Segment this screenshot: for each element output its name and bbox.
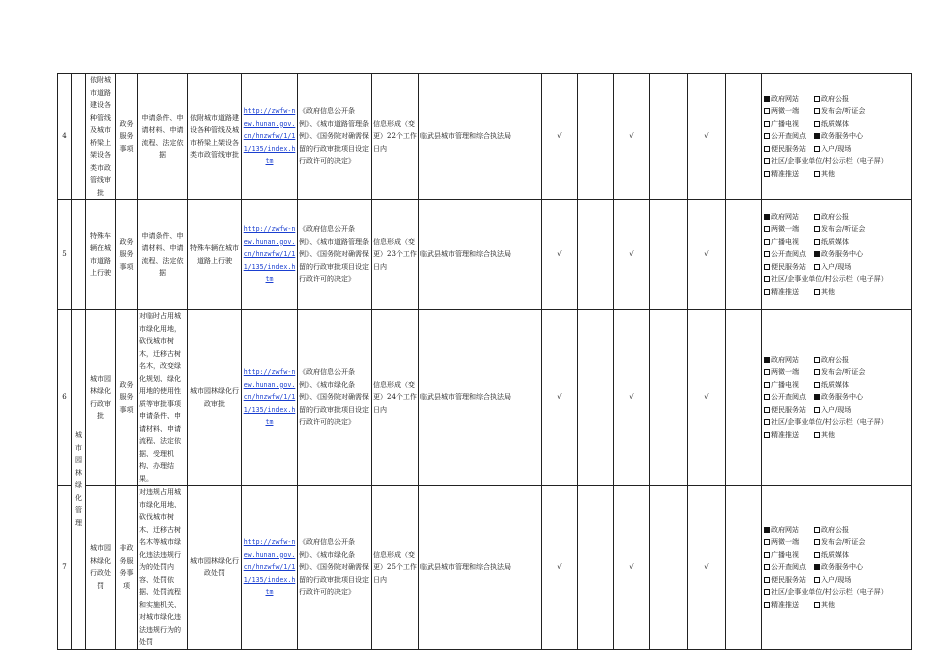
checkbox-icon [764, 382, 770, 388]
responsible-dept: 临武县城市管理和综合执法局 [419, 486, 542, 650]
check-mark: √ [688, 486, 726, 650]
row-number: 5 [58, 200, 72, 310]
check-mark: √ [542, 486, 578, 650]
checkbox-icon [814, 239, 820, 245]
channel-list: 政府网站 政府公报 两微一端 发布会/听证会 广播电视 纸质媒体 公开查阅点 政务服务中心 便民服务站 入户/现场 社区/企事业单位/村公示栏（电子屏） 精准推送 其他 [762, 310, 912, 486]
checkbox-icon [814, 264, 820, 270]
table-row [58, 310, 912, 486]
checkbox-icon [764, 108, 770, 114]
legal-basis: 《政府信息公开条例》、《城市绿化条例》、《国务院对确需保留的行政审批项目设定行政许可的决定》 [298, 310, 372, 486]
check-mark: √ [614, 486, 650, 650]
checkbox-icon [764, 394, 770, 400]
checkbox-icon [814, 357, 820, 363]
check-mark: √ [614, 200, 650, 310]
checkbox-icon [764, 602, 770, 608]
checkbox-icon [814, 289, 820, 295]
check-mark [578, 200, 614, 310]
checkbox-icon [764, 133, 770, 139]
checkbox-icon [814, 121, 820, 127]
checkbox-icon [814, 171, 820, 177]
checkbox-icon [764, 407, 770, 413]
checkbox-icon [764, 158, 770, 164]
service-link[interactable]: http://zwfw-new.hunan.gov.cn/hnzwfw/1/11/135/index.htm [243, 225, 296, 284]
checkbox-icon [814, 577, 820, 583]
checkbox-checked-icon [764, 357, 770, 363]
checkbox-checked-icon [764, 214, 770, 220]
check-mark: √ [614, 310, 650, 486]
checkbox-icon [764, 369, 770, 375]
check-mark [578, 310, 614, 486]
checkbox-icon [764, 419, 770, 425]
checkbox-icon [814, 602, 820, 608]
checkbox-icon [814, 552, 820, 558]
check-mark [578, 486, 614, 650]
service-link[interactable]: http://zwfw-new.hunan.gov.cn/hnzwfw/1/11/135/index.htm [243, 538, 296, 596]
check-mark: √ [542, 200, 578, 310]
checkbox-icon [814, 407, 820, 413]
item-type: 政务服务事项 [116, 74, 138, 200]
checkbox-checked-icon [814, 564, 820, 570]
checkbox-icon [764, 239, 770, 245]
check-mark: √ [614, 74, 650, 200]
disclosure-subject: 依附城市道路建设各种管线及城市桥梁上架设各类市政管线审批 [188, 74, 242, 200]
checkbox-icon [764, 121, 770, 127]
item-name: 特殊车辆在城市道路上行驶 [86, 200, 116, 310]
channel-list: 政府网站 政府公报 两微一端 发布会/听证会 广播电视 纸质媒体 公开查阅点 政务服务中心 便民服务站 入户/现场 社区/企事业单位/村公示栏（电子屏） 精准推送 其他 [762, 74, 912, 200]
checkbox-icon [764, 539, 770, 545]
category-cell [72, 74, 86, 200]
legal-basis: 《政府信息公开条例》、《城市绿化条例》、《国务院对确需保留的行政审批项目设定行政许可的决定》 [298, 486, 372, 650]
category-cell [72, 200, 86, 310]
checkbox-icon [814, 369, 820, 375]
channel-list: 政府网站 政府公报 两微一端 发布会/听证会 广播电视 纸质媒体 公开查阅点 政务服务中心 便民服务站 入户/现场 社区/企事业单位/村公示栏（电子屏） 精准推送 其他 [762, 200, 912, 310]
check-mark: √ [542, 74, 578, 200]
row-number: 4 [58, 74, 72, 200]
item-type: 政务服务事项 [116, 200, 138, 310]
disclosure-time: 信息形成（变更）25个工作日内 [372, 486, 419, 650]
legal-basis: 《政府信息公开条例》、《城市道路管理条例》、《国务院对确需保留的行政审批项目设定行政许可的决定》 [298, 74, 372, 200]
checkbox-icon [764, 577, 770, 583]
responsible-dept: 临武县城市管理和综合执法局 [419, 310, 542, 486]
disclosure-elements: 申请条件、申请材料、申请流程、法定依据 [138, 200, 188, 310]
checkbox-checked-icon [814, 251, 820, 257]
checkbox-icon [814, 96, 820, 102]
checkbox-icon [764, 251, 770, 257]
responsible-dept: 临武县城市管理和综合执法局 [419, 74, 542, 200]
check-mark [650, 486, 688, 650]
disclosure-time: 信息形成（变更）22个工作日内 [372, 74, 419, 200]
checkbox-icon [814, 226, 820, 232]
disclosure-elements: 对临时占用城市绿化用地，砍伐城市树木，迁移古树名木，改变绿化规划、绿化用地的使用性质等审批事项申请条件、申请材料、申请流程、法定依据、受理机构、办理结果。 [138, 310, 188, 486]
item-name: 依附城市道路建设各种管线及城市桥梁上架设各类市政管线审批 [86, 74, 116, 200]
checkbox-icon [764, 264, 770, 270]
checkbox-icon [814, 432, 820, 438]
check-mark: √ [688, 74, 726, 200]
checkbox-icon [814, 146, 820, 152]
check-mark [650, 200, 688, 310]
responsible-dept: 临武县城市管理和综合执法局 [419, 200, 542, 310]
service-link[interactable]: http://zwfw-new.hunan.gov.cn/hnzwfw/1/11/135/index.htm [243, 368, 296, 427]
disclosure-elements: 对违规占用城市绿化用地、砍伐城市树木、迁移古树名木等城市绿化违法违规行为的处罚内容、处罚依据、处罚流程和实施机关、对城市绿化违法违规行为的处罚 [138, 486, 188, 650]
checkbox-checked-icon [764, 96, 770, 102]
checkbox-icon [814, 539, 820, 545]
table-row [58, 486, 912, 650]
checkbox-icon [814, 108, 820, 114]
table-row [58, 74, 912, 200]
checkbox-icon [764, 226, 770, 232]
checkbox-icon [764, 146, 770, 152]
checkbox-icon [764, 564, 770, 570]
disclosure-table [57, 73, 912, 650]
checkbox-icon [764, 432, 770, 438]
checkbox-icon [764, 552, 770, 558]
disclosure-subject: 特殊车辆在城市道路上行驶 [188, 200, 242, 310]
checkbox-checked-icon [814, 394, 820, 400]
checkbox-checked-icon [814, 133, 820, 139]
service-link[interactable]: http://zwfw-new.hunan.gov.cn/hnzwfw/1/11/135/index.htm [243, 107, 296, 166]
disclosure-elements: 申请条件、申请材料、申请流程、法定依据 [138, 74, 188, 200]
disclosure-time: 信息形成（变更）24个工作日内 [372, 310, 419, 486]
checkbox-icon [814, 214, 820, 220]
legal-basis: 《政府信息公开条例》、《城市道路管理条例》、《国务院对确需保留的行政审批项目设定行政许可的决定》 [298, 200, 372, 310]
checkbox-icon [814, 527, 820, 533]
check-mark [650, 310, 688, 486]
checkbox-icon [764, 289, 770, 295]
category-garden: 城市园林绿化管理 [72, 310, 86, 650]
item-name: 城市园林绿化行政审批 [86, 310, 116, 486]
check-mark: √ [688, 200, 726, 310]
channel-list: 政府网站 政府公报 两微一端 发布会/听证会 广播电视 纸质媒体 公开查阅点 政务服务中心 便民服务站 入户/现场 社区/企事业单位/村公示栏（电子屏） 精准推送 其他 [762, 486, 912, 650]
checkbox-icon [814, 382, 820, 388]
checkbox-icon [764, 276, 770, 282]
disclosure-subject: 城市园林绿化行政处罚 [188, 486, 242, 650]
checkbox-icon [764, 171, 770, 177]
check-mark [578, 74, 614, 200]
check-mark [650, 74, 688, 200]
item-type: 非政务服务事项 [116, 486, 138, 650]
check-mark: √ [542, 310, 578, 486]
checkbox-checked-icon [764, 527, 770, 533]
disclosure-subject: 城市园林绿化行政审批 [188, 310, 242, 486]
check-mark: √ [688, 310, 726, 486]
item-name: 城市园林绿化行政处罚 [86, 486, 116, 650]
row-number: 6 [58, 310, 72, 486]
disclosure-time: 信息形成（变更）23个工作日内 [372, 200, 419, 310]
table-row [58, 200, 912, 310]
item-type: 政务服务事项 [116, 310, 138, 486]
checkbox-icon [764, 589, 770, 595]
row-number: 7 [58, 486, 72, 650]
